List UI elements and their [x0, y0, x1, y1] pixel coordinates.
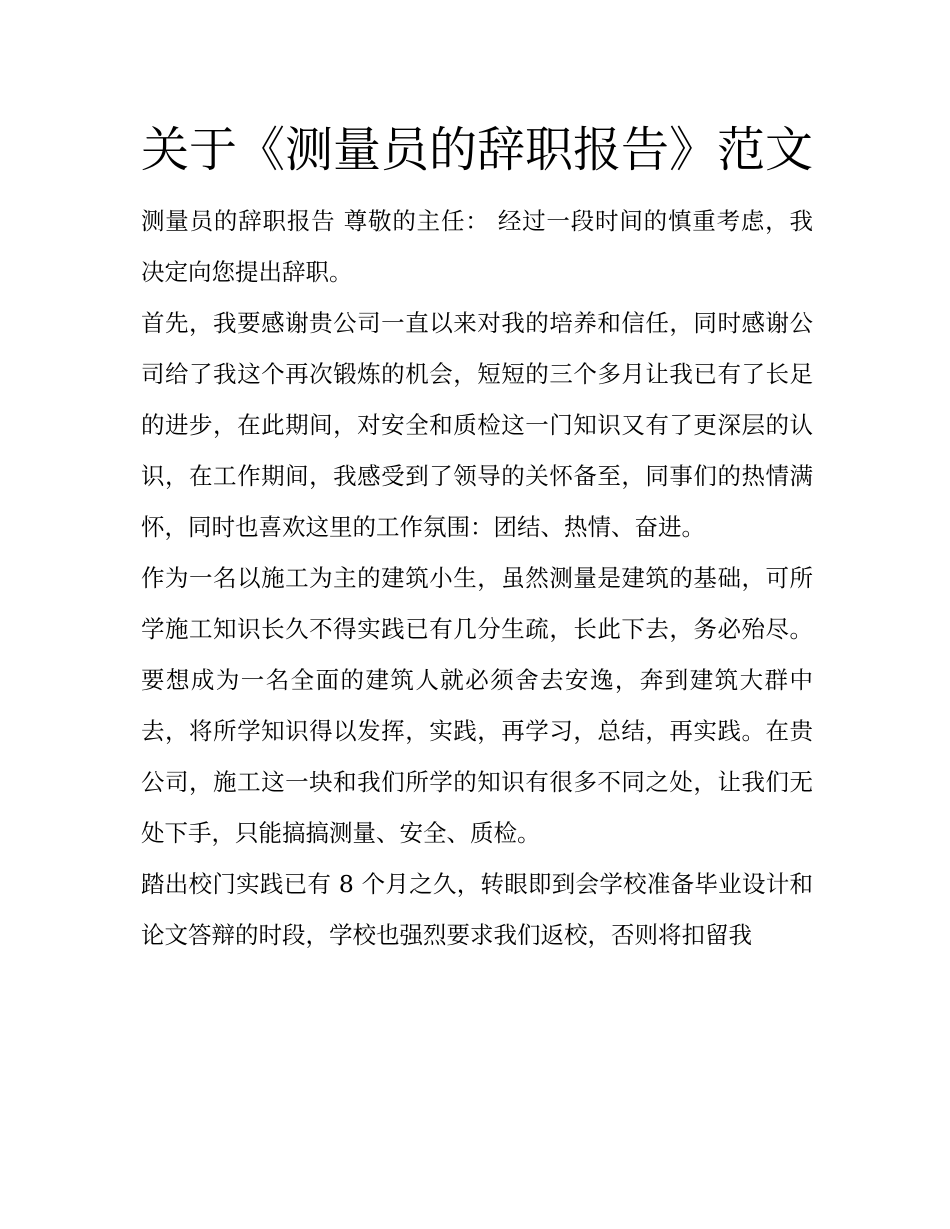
document-title: 关于《测量员的辞职报告》范文: [141, 122, 814, 178]
paragraph-1: 测量员的辞职报告 尊敬的主任： 经过一段时间的慎重考虑，我决定向您提出辞职。: [141, 207, 813, 286]
paragraph-3: 作为一名以施工为主的建筑小生，虽然测量是建筑的基础，可所学施工知识长久不得实践已有几分生疏，长此下去，务必殆尽。要想成为一名全面的建筑人就必须舍去安逸，奔到建筑大群中去，将所学知识得以发挥，实践，再学习，总结，再实践。在贵公司，施工这一块和我们所学的知识有很多不同之处，让我们无处下手，只能搞搞测量、安全、质检。: [141, 564, 813, 847]
paragraph-4: 踏出校门实践已有 8 个月之久，转眼即到会学校准备毕业设计和论文答辩的时段，学校也强烈要求我们返校，否则将扣留我: [141, 870, 813, 949]
document-page: [141, 112, 813, 961]
paragraph-2: 首先，我要感谢贵公司一直以来对我的培养和信任，同时感谢公司给了我这个再次锻炼的机会，短短的三个多月让我已有了长足的进步，在此期间，对安全和质检这一门知识又有了更深层的认识，在工作期间，我感受到了领导的关怀备至，同事们的热情满怀，同时也喜欢这里的工作氛围：团结、热情、奋进。: [141, 309, 813, 541]
